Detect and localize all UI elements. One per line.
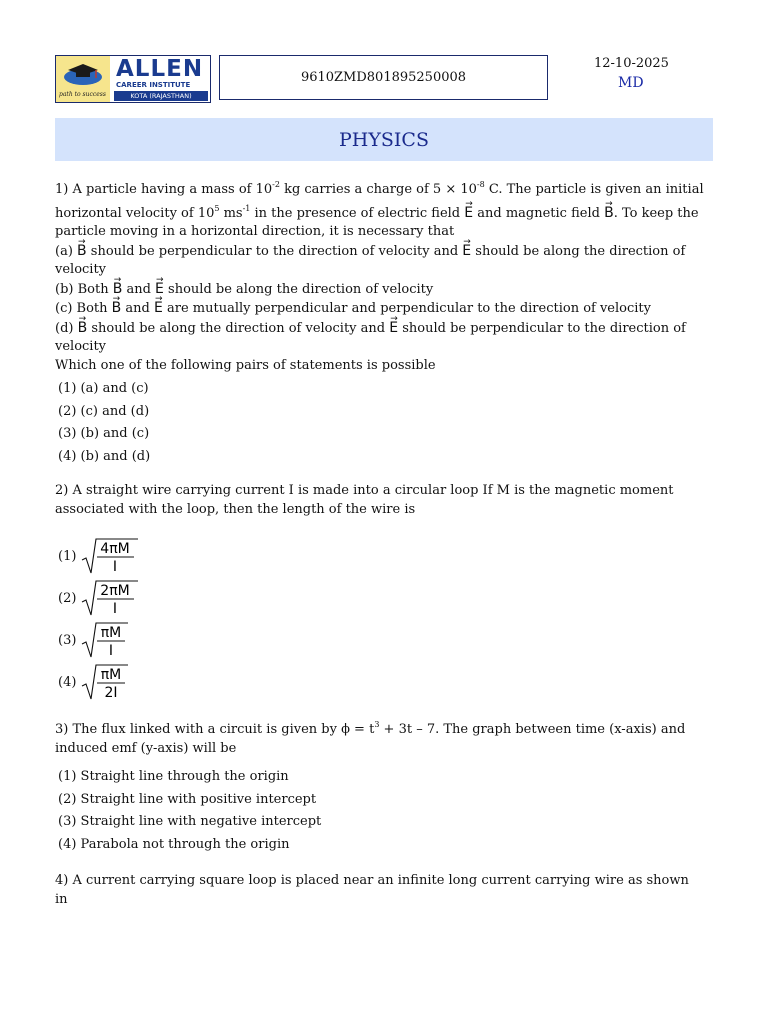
q1-line-2: horizontal velocity of $10^5$ $ms^{-1}$ in the presence of electric field → E and magnetic field → B. To keep the: [55, 200, 705, 224]
question-3: 3) The flux linked with a circuit is given by $\phi = t^3 + 3t - 7$. The graph between time (x-axis) and induced emf (y-axis) will be: [55, 720, 686, 756]
sqrt-fraction: [80, 536, 140, 576]
logo-city: KOTA (RAJASTHAN): [114, 91, 208, 101]
q1-statement-d-end: velocity: [55, 339, 107, 354]
q1-question: Which one of the following pairs of statements is possible: [55, 357, 436, 373]
q1-statement-a: (a) → B should be perpendicular to the direction of velocity and → E should be along the direction of: [55, 242, 705, 262]
q3-option-3[interactable]: (3) Straight line with negative intercept: [58, 814, 322, 829]
q1-option-4[interactable]: (4) (b) and (d): [58, 449, 151, 464]
svg-text:2πM: 2πM: [100, 583, 131, 599]
sqrt-fraction: [80, 620, 130, 660]
q1-statement-d: (d) → B should be along the direction of velocity and → E should be perpendicular to the direction of: [55, 319, 705, 339]
graduation-cap-icon: [62, 62, 104, 86]
q2-option-2[interactable]: (2) 2πM I: [58, 578, 140, 618]
exam-date: 12-10-2025: [594, 56, 669, 71]
logo-tagline: path to success: [59, 91, 106, 98]
vector-b: → B: [604, 204, 614, 223]
q1-line-1: 1) A particle having a mass of $10^{-2}$ kg carries a charge of $5 \times 10^{-8}$ C. The particle is given an initial: [55, 180, 704, 197]
q1-option-1[interactable]: (1) (a) and (c): [58, 381, 149, 396]
q1-option-3[interactable]: (3) (b) and (c): [58, 426, 150, 441]
vector-e: → E: [464, 204, 473, 223]
svg-text:4πM: 4πM: [100, 541, 131, 557]
q2-option-1[interactable]: (1) 4πM I: [58, 536, 140, 576]
svg-text:I: I: [113, 601, 118, 617]
q1-option-2[interactable]: (2) (c) and (d): [58, 404, 150, 419]
q2-option-4[interactable]: (4) πM 2I: [58, 662, 130, 702]
logo-brand: ALLEN: [116, 56, 204, 82]
q1-statement-c: (c) Both → B and → E are mutually perpendicular and perpendicular to the direction of velocity: [55, 299, 705, 319]
question-4: 4) A current carrying square loop is placed near an infinite long current carrying wire as shown in: [55, 873, 689, 907]
section-header: [55, 118, 713, 161]
svg-text:πM: πM: [101, 625, 122, 641]
q3-option-4[interactable]: (4) Parabola not through the origin: [58, 837, 290, 852]
svg-text:πM: πM: [101, 667, 122, 683]
svg-text:2I: 2I: [104, 685, 118, 701]
paper-code-box: [219, 55, 548, 100]
q1-statement-a-end: velocity: [55, 262, 107, 277]
q3-option-1[interactable]: (1) Straight line through the origin: [58, 769, 289, 784]
logo-subtitle: CAREER INSTITUTE: [116, 81, 191, 89]
paper-code: 9610ZMD801895250008: [300, 70, 467, 85]
section-title: PHYSICS: [339, 128, 429, 151]
q1-line-3: particle moving in a horizontal direction, it is necessary that: [55, 224, 455, 239]
svg-text:I: I: [109, 643, 114, 659]
sqrt-fraction: [80, 578, 140, 618]
q2-option-3[interactable]: (3) πM I: [58, 620, 130, 660]
allen-logo: [55, 55, 211, 103]
sqrt-fraction: [80, 662, 130, 702]
q3-option-2[interactable]: (2) Straight line with positive intercept: [58, 792, 317, 807]
question-2: 2) A straight wire carrying current I is made into a circular loop If M is the magnetic moment associated with the loop, then the length of the wire is: [55, 483, 674, 517]
logo-emblem: [56, 56, 110, 102]
q1-statement-b: (b) Both → B and → E should be along the direction of velocity: [55, 280, 705, 300]
question-1: [55, 176, 705, 375]
stream-label: MD: [618, 75, 644, 91]
svg-text:I: I: [113, 559, 118, 575]
